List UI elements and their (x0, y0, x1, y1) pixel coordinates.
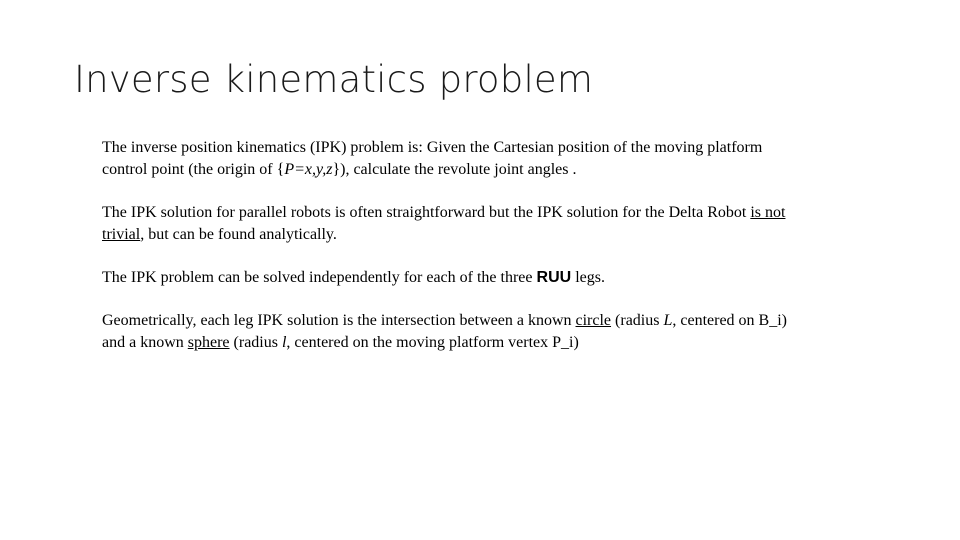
p2-underline-trivial: trivial (102, 226, 141, 243)
p1-math-position: P=x,y,z (284, 161, 333, 178)
paragraph-ipk-delta-robot (102, 202, 892, 246)
p2-text-end: , but can be found analytically. (140, 226, 337, 243)
p3-text-end: legs. (571, 269, 605, 286)
p2-text-start: The IPK solution for parallel robots is often straightforward but the IPK solution for the Delta Robot (102, 204, 751, 221)
p3-text-start: The IPK problem can be solved independently for each of the three (102, 269, 537, 286)
slide-title: Inverse kinematics problem (74, 58, 594, 101)
p2-underline-is-not: is not (750, 204, 786, 221)
p1-line2-start: control point (the origin of { (102, 161, 285, 178)
paragraph-ipk-geometry (102, 310, 892, 354)
p4-math-l: l (281, 334, 287, 351)
p4-math-L: L (663, 312, 673, 329)
p4-text-f: , centered on the moving platform vertex P_i) (286, 334, 579, 351)
p1-line1: The inverse position kinematics (IPK) problem is: Given the Cartesian position of the moving platform (102, 139, 763, 156)
p1-line2-end: }), calculate the revolute joint angles . (332, 161, 577, 178)
paragraph-ipk-legs (102, 267, 892, 289)
p4-underline-sphere: sphere (187, 334, 230, 351)
p4-text-d: and a known (102, 334, 188, 351)
paragraph-ipk-definition (102, 137, 892, 181)
p4-text-e: (radius (229, 334, 282, 351)
p4-underline-circle: circle (575, 312, 612, 329)
slide-body (102, 137, 892, 375)
p4-text-a: Geometrically, each leg IPK solution is the intersection between a known (102, 312, 576, 329)
p4-text-b: (radius (611, 312, 664, 329)
p4-text-c: , centered on B_i) (672, 312, 787, 329)
p3-ruu: RUU (536, 269, 572, 286)
